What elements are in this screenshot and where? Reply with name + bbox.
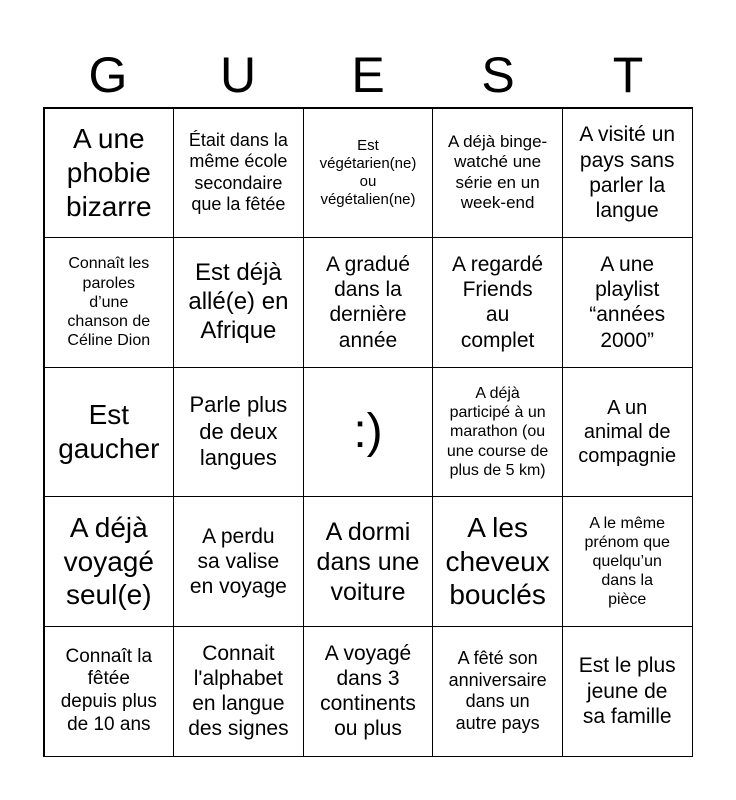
bingo-cell[interactable]: A une phobie bizarre: [44, 108, 175, 239]
bingo-cell[interactable]: A déjà binge- watché une série en un week-end: [432, 108, 563, 239]
bingo-cell[interactable]: Est gaucher: [44, 367, 175, 498]
bingo-cell[interactable]: Connaît les paroles d’une chanson de Céline Dion: [44, 237, 175, 368]
bingo-cell[interactable]: Était dans la même école secondaire que la fêtée: [173, 108, 304, 239]
free-space-cell[interactable]: :): [303, 367, 434, 498]
header-letter: T: [612, 47, 644, 103]
header-letter: S: [481, 47, 515, 103]
bingo-cell[interactable]: A fêté son anniversaire dans un autre pays: [432, 626, 563, 757]
bingo-cell[interactable]: A une playlist “années 2000”: [562, 237, 693, 368]
bingo-header: [43, 44, 693, 106]
bingo-cell[interactable]: A visité un pays sans parler la langue: [562, 108, 693, 239]
header-letter: E: [351, 47, 385, 103]
bingo-cell[interactable]: A les cheveux bouclés: [432, 496, 563, 627]
bingo-grid: [43, 107, 693, 757]
bingo-cell[interactable]: A regardé Friends au complet: [432, 237, 563, 368]
bingo-cell[interactable]: A déjà voyagé seul(e): [44, 496, 175, 627]
bingo-cell[interactable]: A dormi dans une voiture: [303, 496, 434, 627]
bingo-cell[interactable]: Connaît la fêtée depuis plus de 10 ans: [44, 626, 175, 757]
bingo-cell[interactable]: A déjà participé à un marathon (ou une course de plus de 5 km): [432, 367, 563, 498]
bingo-cell[interactable]: Est déjà allé(e) en Afrique: [173, 237, 304, 368]
header-letter: G: [88, 47, 128, 103]
bingo-cell[interactable]: Est le plus jeune de sa famille: [562, 626, 693, 757]
bingo-cell[interactable]: Est végétarien(ne) ou végétalien(ne): [303, 108, 434, 239]
bingo-cell[interactable]: Parle plus de deux langues: [173, 367, 304, 498]
header-letter: U: [219, 47, 257, 103]
bingo-cell[interactable]: Connait l'alphabet en langue des signes: [173, 626, 304, 757]
bingo-cell[interactable]: A perdu sa valise en voyage: [173, 496, 304, 627]
bingo-cell[interactable]: A le même prénom que quelqu’un dans la pièce: [562, 496, 693, 627]
bingo-cell[interactable]: A un animal de compagnie: [562, 367, 693, 498]
bingo-cell[interactable]: A voyagé dans 3 continents ou plus: [303, 626, 434, 757]
bingo-cell[interactable]: A gradué dans la dernière année: [303, 237, 434, 368]
